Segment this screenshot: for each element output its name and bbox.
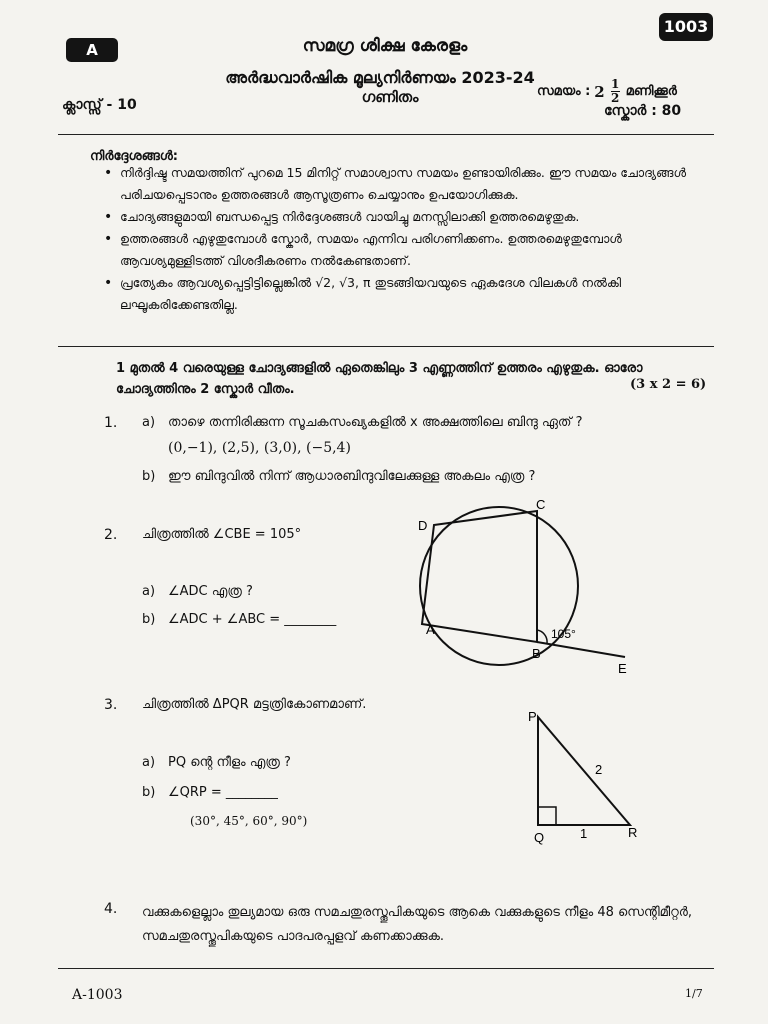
exam-title: അർദ്ധവാർഷിക മൂല്യനിർണയം 2023-24 [225, 68, 535, 87]
instruction-item: • ഉത്തരങ്ങൾ എഴുതുമ്പോൾ സ്കോർ, സമയം എന്നിവ പരിഗണിക്കണം. ഉത്തരമെഴുതുമ്പോൾ ആവശ്യമുള്ളിടത്ത് വിശദീകരണം നൽകേണ്ടതാണ്. [102, 228, 702, 272]
footer-paper-code: A-1003 [72, 987, 123, 1003]
right-triangle-figure [520, 705, 650, 845]
time-unit: മണിക്കൂർ [625, 84, 677, 99]
angle-options: (30°, 45°, 60°, 90°) [190, 814, 308, 828]
page-number: 1/7 [685, 987, 703, 1000]
question-4-text: വക്കുകളെല്ലാം തുല്യമായ ഒരു സമചതുരസ്തൂപികയുടെ ആകെ വക്കുകളുടെ നീളം 48 സെന്റിമീറ്റർ, സമചതുരസ്തൂപികയുടെ പാദപരപ്പളവ് കണക്കാക്കുക. [142, 905, 693, 944]
class-label: ക്ലാസ്സ് - 10 [62, 97, 137, 113]
instruction-item: • പ്രത്യേകം ആവശ്യപ്പെട്ടിട്ടില്ലെങ്കിൽ √2, √3, π തുടങ്ങിയവയുടെ ഏകദേശ വിലകൾ നൽകി ലഘൂകരിക്കേണ്ടതില്ല. [102, 272, 702, 316]
label-a: A [426, 622, 435, 637]
question-2-text: ചിത്രത്തിൽ ∠CBE = 105° [142, 527, 302, 542]
time-numerator: 1 [611, 77, 620, 91]
subject-title: ഗണിതം [361, 88, 419, 106]
question-number: 3. [104, 697, 118, 713]
instruction-item: • നിർദ്ദിഷ്ട സമയത്തിന് പുറമെ 15 മിനിറ്റ് സമാശ്വാസ സമയം ഉണ്ടായിരിക്കും. ഈ സമയം ചോദ്യങ്ങൾ പരിചയപ്പെടാനും ഉത്തരങ്ങൾ ആസൂത്രണം ചെയ്യാനും ഉപയോഗിക്കുക. [102, 162, 702, 206]
time-label [537, 78, 677, 105]
section-instruction: 1 മുതൽ 4 വരെയുള്ള ചോദ്യങ്ങളിൽ ഏതെങ്കിലും 3 എണ്ണത്തിന് ഉത്തരം എഴുതുക. ഓരോ ചോദ്യത്തിനും 2 സ്കോർ വീതം. [116, 361, 643, 397]
subpart-label: a) [142, 584, 156, 599]
question-number: 2. [104, 527, 118, 543]
organization-title: സമഗ്ര ശിക്ഷ കേരളം [302, 36, 468, 56]
time-prefix: സമയം : [537, 84, 591, 99]
question-number: 4. [104, 901, 118, 917]
time-denominator: 2 [611, 91, 620, 105]
section-marks: (3 x 2 = 6) [630, 377, 707, 392]
time-fraction [611, 78, 620, 105]
label-e: E [618, 661, 627, 676]
label-p: P [528, 709, 537, 724]
cyclic-quadrilateral-figure [400, 495, 650, 680]
label-b: B [532, 646, 541, 661]
label-angle: 105° [551, 627, 576, 641]
instructions-title: നിർദ്ദേശങ്ങൾ: [90, 149, 178, 164]
question-number: 1. [104, 415, 118, 431]
question-1a-text: താഴെ തന്നിരിക്കുന്ന സൂചകസംഖ്യകളിൽ x അക്ഷത്തിലെ ബിന്ദു ഏത് ? [168, 415, 583, 430]
circle [420, 507, 578, 665]
angle-arc [537, 630, 547, 643]
subpart-label: b) [142, 469, 156, 484]
subpart-label: a) [142, 755, 156, 770]
label-side-qr: 1 [580, 826, 588, 841]
question-2a-text: ∠ADC എത്ര ? [168, 584, 253, 599]
subpart-label: a) [142, 415, 156, 430]
label-c: C [536, 497, 546, 512]
score-label: സ്കോർ : 80 [604, 103, 682, 119]
instruction-item: • ചോദ്യങ്ങളുമായി ബന്ധപ്പെട്ട നിർദ്ദേശങ്ങൾ വായിച്ചു മനസ്സിലാക്കി ഉത്തരമെഴുതുക. [102, 206, 702, 228]
question-3b-text: ∠QRP = ________ [168, 785, 278, 800]
header-divider [58, 134, 714, 135]
triangle-pqr [538, 717, 630, 825]
line-be [537, 642, 625, 657]
time-whole: 2 [594, 82, 605, 101]
subpart-label: b) [142, 612, 156, 627]
question-1b-text: ഈ ബിന്ദുവിൽ നിന്ന് ആധാരബിന്ദുവിലേക്കുള്ള അകലം എത്ര ? [168, 469, 536, 484]
question-3-text: ചിത്രത്തിൽ ΔPQR മട്ടത്രികോണമാണ്. [142, 697, 367, 712]
question-3a-text: PQ ന്റെ നീളം എത്ര ? [168, 755, 291, 770]
paper-code-badge: 1003 [659, 13, 713, 41]
question-2b-text: ∠ADC + ∠ABC = ________ [168, 612, 337, 627]
subpart-label: b) [142, 785, 156, 800]
label-d: D [418, 518, 428, 533]
instructions-list [102, 162, 702, 316]
quadrilateral-abcd [422, 511, 537, 642]
instructions-divider [58, 346, 714, 347]
label-q: Q [534, 830, 545, 845]
right-angle-mark [538, 807, 556, 825]
set-badge: A [66, 38, 118, 62]
label-side-pr: 2 [595, 762, 603, 777]
label-r: R [628, 825, 638, 840]
footer-divider [58, 968, 714, 969]
coordinate-points: (0,−1), (2,5), (3,0), (−5,4) [168, 440, 351, 456]
